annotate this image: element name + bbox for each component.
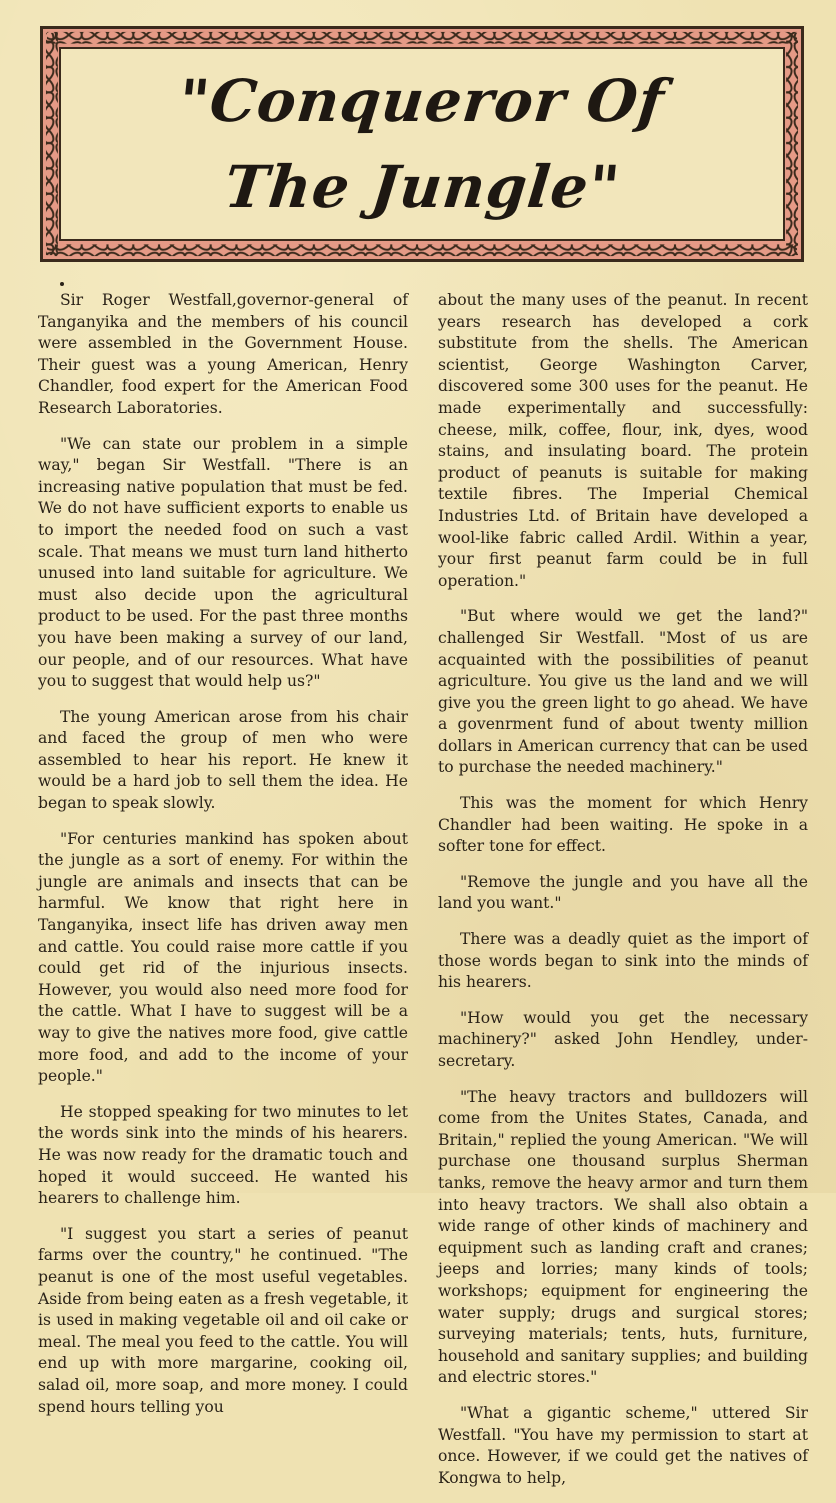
paragraph: "We can state our problem in a simple way," began Sir Westfall. "There is an increasing native population that must be fed. We do not have sufficient exports to enable us to import the needed food on such a vast scale. That means we must turn land hitherto unused into land suitable for agriculture. We must also decide upon the agricultural product to be used. For the past three months you have been making a survey of our land, our people, and of our resources. What have you to suggest that would help us?" — [38, 434, 408, 691]
paragraph: Sir Roger Westfall,governor-general of Tanganyika and the members of his council were assembled in the Government House. Their guest was a young American, Henry Chandler, food expert for the American Food Research Laboratories. — [38, 291, 408, 417]
paragraph: The young American arose from his chair and faced the group of men who were assembled to hear his report. He knew it would be a hard job to sell them the idea. He began to speak slowly. — [38, 707, 408, 813]
paragraph: "Remove the jungle and you have all the land you want." — [438, 872, 808, 913]
story-title-line-2: The Jungle" — [220, 153, 624, 221]
paragraph: "I suggest you start a series of peanut farms over the country," he continued. "The peanut is one of the most useful vegetables. Aside from being eaten as a fresh vegetable, it is used in making vegetable oil and oil cake or meal. The meal you feed to the cattle. You will end up with more margarine, cooking oil, salad oil, more soap, and more money. I could spend hours telling you — [38, 1224, 408, 1416]
paragraph: He stopped speaking for two minutes to let the words sink into the minds of his hearers. He was now ready for the dramatic touch and hoped it would succeed. He wanted his hearers to challenge him. — [38, 1102, 408, 1208]
paragraph: "But where would we get the land?" challenged Sir Westfall. "Most of us are acquainted with the possibilities of peanut agriculture. You give us the land and we will give you the green light to go ahead. We have a govenrment fund of about twenty million dollars in American currency that can be used to purchase the needed machinery." — [438, 607, 808, 777]
paragraph: "The heavy tractors and bulldozers will come from the Unites States, Canada, and Britain," replied the young American. "We will purchase one thousand surplus Sherman tanks, remove the heavy armor and turn them into heavy tractors. We shall also obtain a wide range of other kinds of machinery and equipment such as landing craft and cranes; jeeps and lorries; many kinds of tools; workshops; equipment for engineering the water supply; drugs and surgical stores; surveying materials; tents, huts, furniture, household and sanitary supplies; and building and electric stores." — [438, 1087, 808, 1387]
title-box — [59, 47, 785, 241]
story-title-line-1: "Conqueror Of — [175, 67, 669, 135]
paragraph: "How would you get the necessary machinery?" asked John Hendley, under-secretary. — [438, 1008, 808, 1070]
right-column — [438, 290, 808, 1503]
paragraph: This was the moment for which Henry Chandler had been waiting. He spoke in a softer tone for effect. — [438, 794, 808, 856]
left-column — [38, 290, 408, 1432]
paragraph: "For centuries mankind has spoken about the jungle as a sort of enemy. For within the jungle are animals and insects that can be harmful. We know that right here in Tanganyika, insect life has driven away men and cattle. You could raise more cattle if you could get rid of the injurious insects. However, you would also need more food for the cattle. What I have to suggest will be a way to give the natives more food, give cattle more food, and add to the income of your people." — [38, 829, 408, 1086]
paragraph: "What a gigantic scheme," uttered Sir Westfall. "You have my permission to start at once. However, if we could get the natives of Kongwa to help, — [438, 1403, 808, 1487]
ink-dot — [60, 282, 64, 286]
paragraph: about the many uses of the peanut. In recent years research has developed a cork substitute from the shells. The American scientist, George Washington Carver, discovered some 300 uses for the peanut. He made experimentally and successfully: cheese, milk, coffee, flour, ink, dyes, wood stains, and insulating board. The protein product of peanuts is suitable for making textile fibres. The Imperial Chemical Industries Ltd. of Britain have developed a wool-like fabric called Ardil. Within a year, your first peanut farm could be in full operation." — [438, 291, 808, 590]
title-panel — [40, 26, 804, 262]
story-body — [38, 290, 810, 1487]
paragraph: There was a deadly quiet as the import of those words began to sink into the minds of his hearers. — [438, 930, 808, 992]
